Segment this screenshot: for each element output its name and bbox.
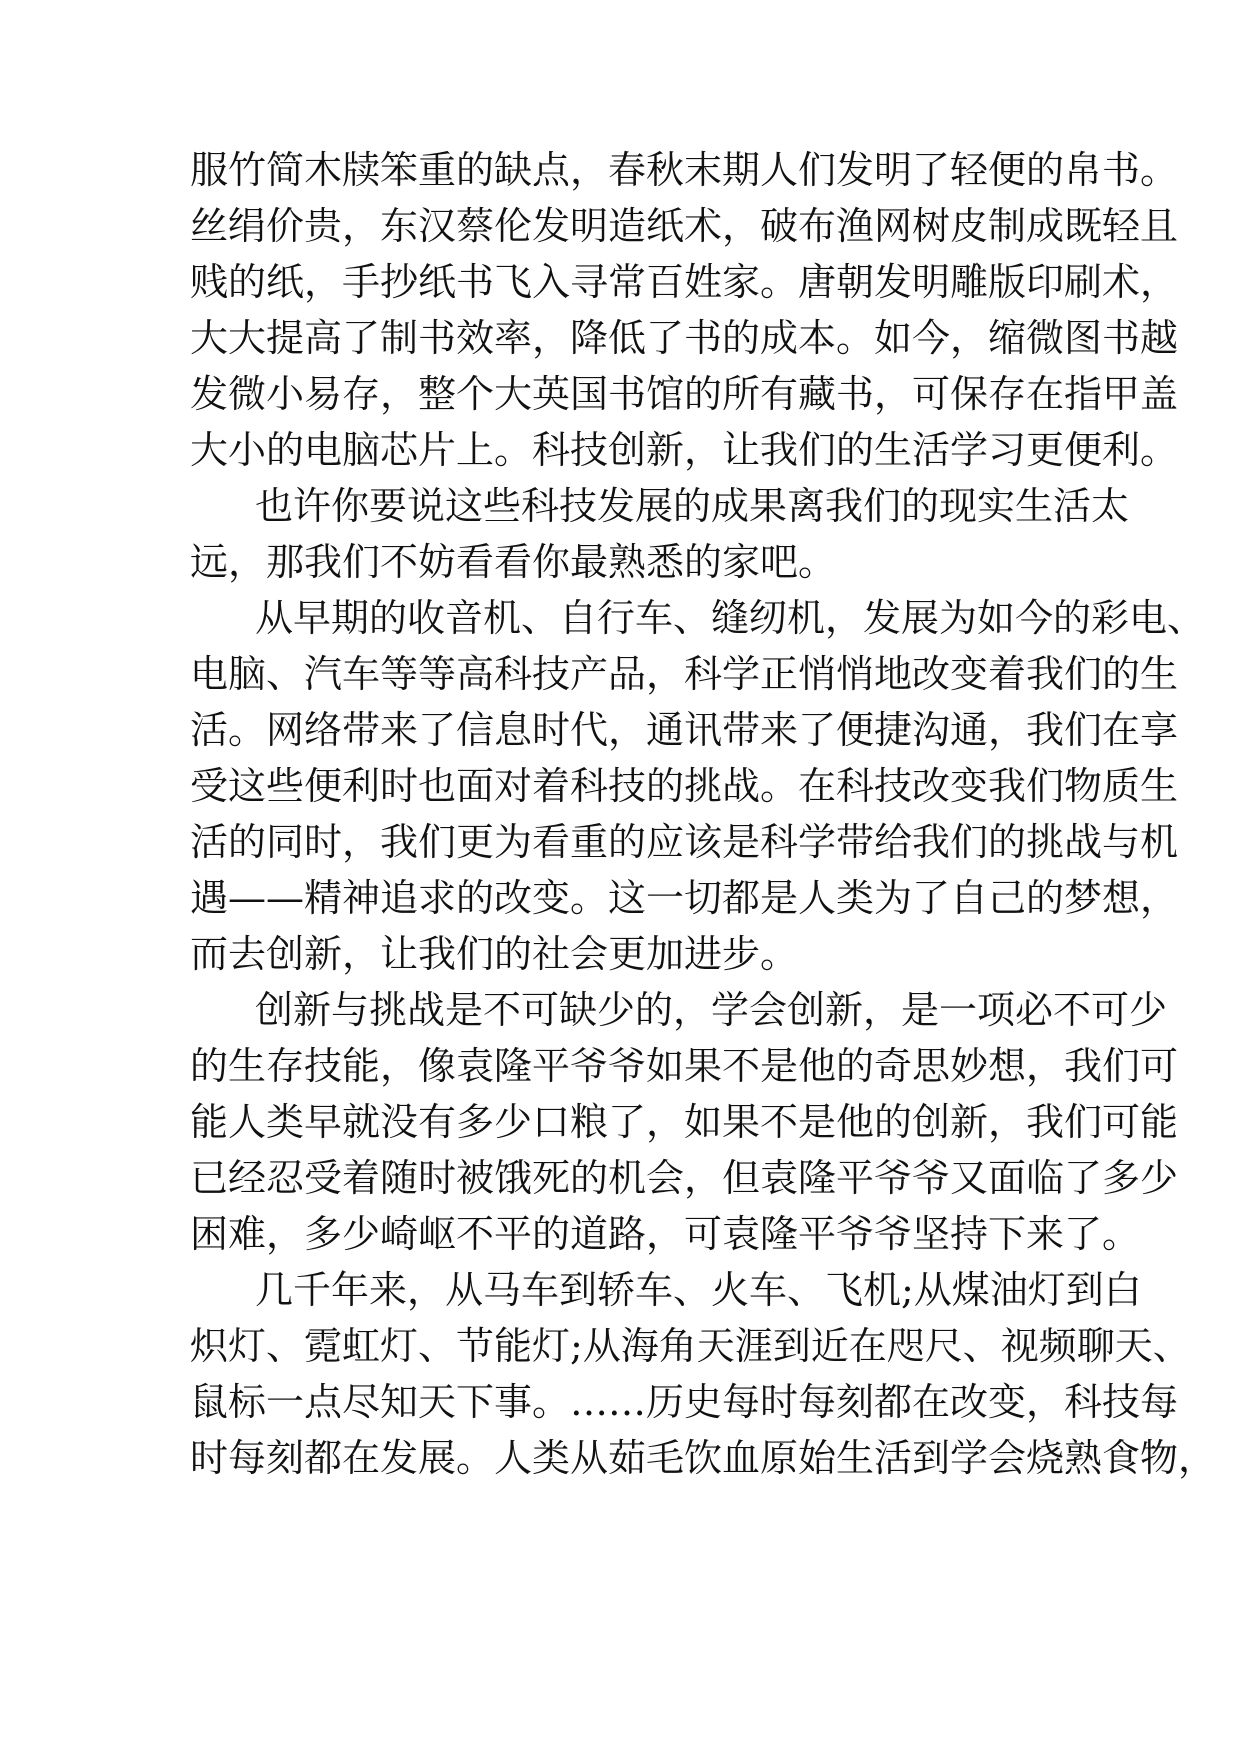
text-line: 已经忍受着随时被饿死的机会，但袁隆平爷爷又面临了多少	[190, 1156, 1179, 1200]
text-line: 大小的电脑芯片上。科技创新，让我们的生活学习更便利。	[190, 428, 1179, 472]
text-line: 困难，多少崎岖不平的道路，可袁隆平爷爷坚持下来了。	[190, 1212, 1141, 1256]
text-line: 的生存技能，像袁隆平爷爷如果不是他的奇思妙想，我们可	[190, 1044, 1179, 1088]
text-line: 而去创新，让我们的社会更加进步。	[190, 932, 799, 976]
text-line: 远，那我们不妨看看你最熟悉的家吧。	[190, 540, 837, 584]
text-line: 受这些便利时也面对着科技的挑战。在科技改变我们物质生	[190, 764, 1179, 808]
text-line: 时每刻都在发展。人类从茹毛饮血原始生活到学会烧熟食物，	[190, 1436, 1217, 1480]
text-line: 活的同时，我们更为看重的应该是科学带给我们的挑战与机	[190, 820, 1179, 864]
text-line: 能人类早就没有多少口粮了，如果不是他的创新，我们可能	[190, 1100, 1179, 1144]
text-line: 服竹简木牍笨重的缺点，春秋末期人们发明了轻便的帛书。	[190, 148, 1179, 192]
text-line: 活。网络带来了信息时代，通讯带来了便捷沟通，我们在享	[190, 708, 1179, 752]
paragraph-first-line: 从早期的收音机、自行车、缝纫机，发展为如今的彩电、	[255, 596, 1206, 640]
paragraph-first-line: 也许你要说这些科技发展的成果离我们的现实生活太	[255, 484, 1130, 528]
text-line: 发微小易存，整个大英国书馆的所有藏书，可保存在指甲盖	[190, 372, 1179, 416]
paragraph-first-line: 几千年来，从马车到轿车、火车、飞机;从煤油灯到白	[255, 1268, 1142, 1312]
text-line: 大大提高了制书效率，降低了书的成本。如今，缩微图书越	[190, 316, 1179, 360]
text-line: 电脑、汽车等等高科技产品，科学正悄悄地改变着我们的生	[190, 652, 1179, 696]
text-line: 鼠标一点尽知天下事。……历史每时每刻都在改变，科技每	[190, 1380, 1179, 1424]
text-line: 丝绢价贵，东汉蔡伦发明造纸术，破布渔网树皮制成既轻且	[190, 204, 1179, 248]
text-line: 遇——精神追求的改变。这一切都是人类为了自己的梦想，	[190, 876, 1179, 920]
text-line: 炽灯、霓虹灯、节能灯;从海角天涯到近在咫尺、视频聊天、	[190, 1324, 1191, 1368]
text-line: 贱的纸，手抄纸书飞入寻常百姓家。唐朝发明雕版印刷术，	[190, 260, 1179, 304]
paragraph-first-line: 创新与挑战是不可缺少的，学会创新，是一项必不可少	[255, 988, 1168, 1032]
